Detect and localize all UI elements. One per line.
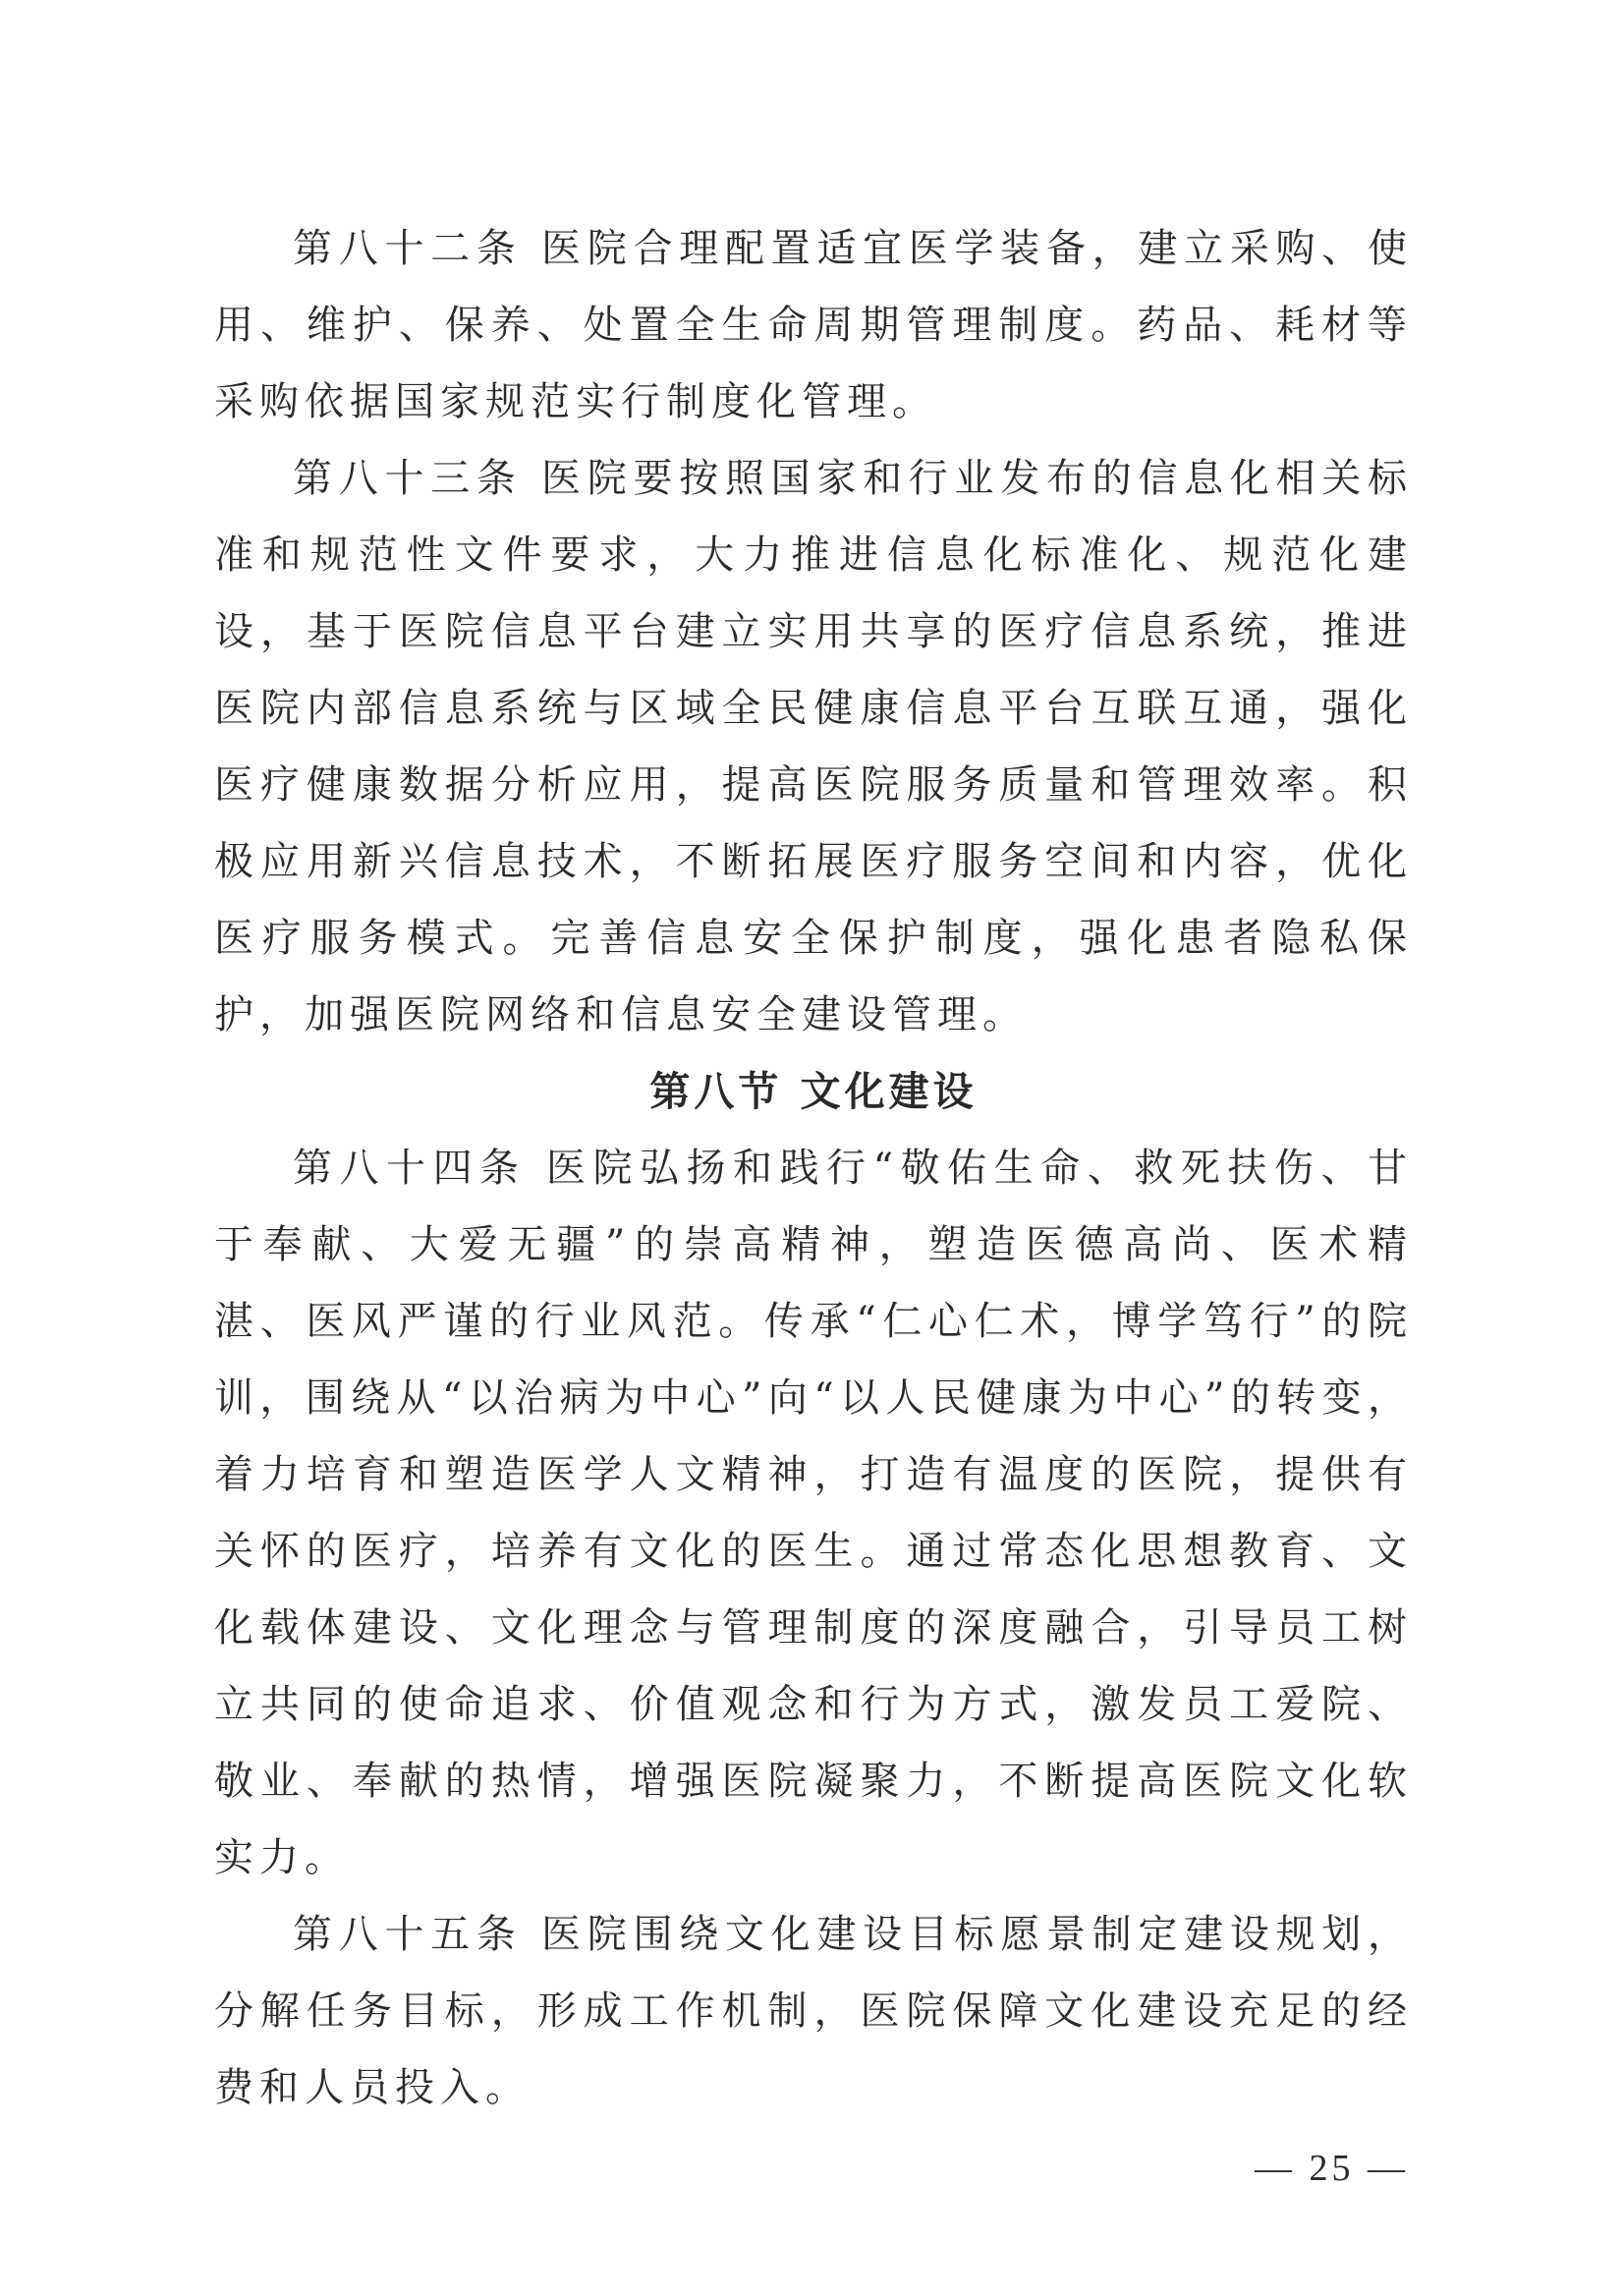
page-number: — 25 — — [1255, 2148, 1409, 2189]
article-83-paragraph: 第八十三条 医院要按照国家和行业发布的信息化相关标准和规范性文件要求，大力推进信息化标准化、规范化建设，基于医院信息平台建立实用共享的医疗信息系统，推进医院内部信息系统与区域全民健康信息平台互联互通，强化医疗健康数据分析应用，提高医院服务质量和管理效率。积极应用新兴信息技术，不断拓展医疗服务空间和内容，优化医疗服务模式。完善信息安全保护制度，强化患者隐私保护，加强医院网络和信息安全建设管理。 — [214, 456, 1413, 1037]
article-85-paragraph: 第八十五条 医院围绕文化建设目标愿景制定建设规划，分解任务目标，形成工作机制，医院保障文化建设充足的经费和人员投入。 — [214, 1912, 1413, 2110]
document-body — [214, 210, 1413, 2126]
article-84-paragraph: 第八十四条 医院弘扬和践行“敬佑生命、救死扶伤、甘于奉献、大爱无疆”的崇高精神，塑造医德高尚、医术精湛、医风严谨的行业风范。传承“仁心仁术，博学笃行”的院训，围绕从“以治病为中心”向“以人民健康为中心”的转变，着力培育和塑造医学人文精神，打造有温度的医院，提供有关怀的医疗，培养有文化的医生。通过常态化思想教育、文化载体建设、文化理念与管理制度的深度融合，引导员工树立共同的使命追求、价值观念和行为方式，激发员工爱院、敬业、奉献的热情，增强医院凝聚力，不断提高医院文化软实力。 — [214, 1146, 1413, 1880]
section-heading: 第八节 文化建设 — [649, 1068, 978, 1115]
article-82-paragraph: 第八十二条 医院合理配置适宜医学装备，建立采购、使用、维护、保养、处置全生命周期管理制度。药品、耗材等采购依据国家规范实行制度化管理。 — [214, 226, 1413, 424]
